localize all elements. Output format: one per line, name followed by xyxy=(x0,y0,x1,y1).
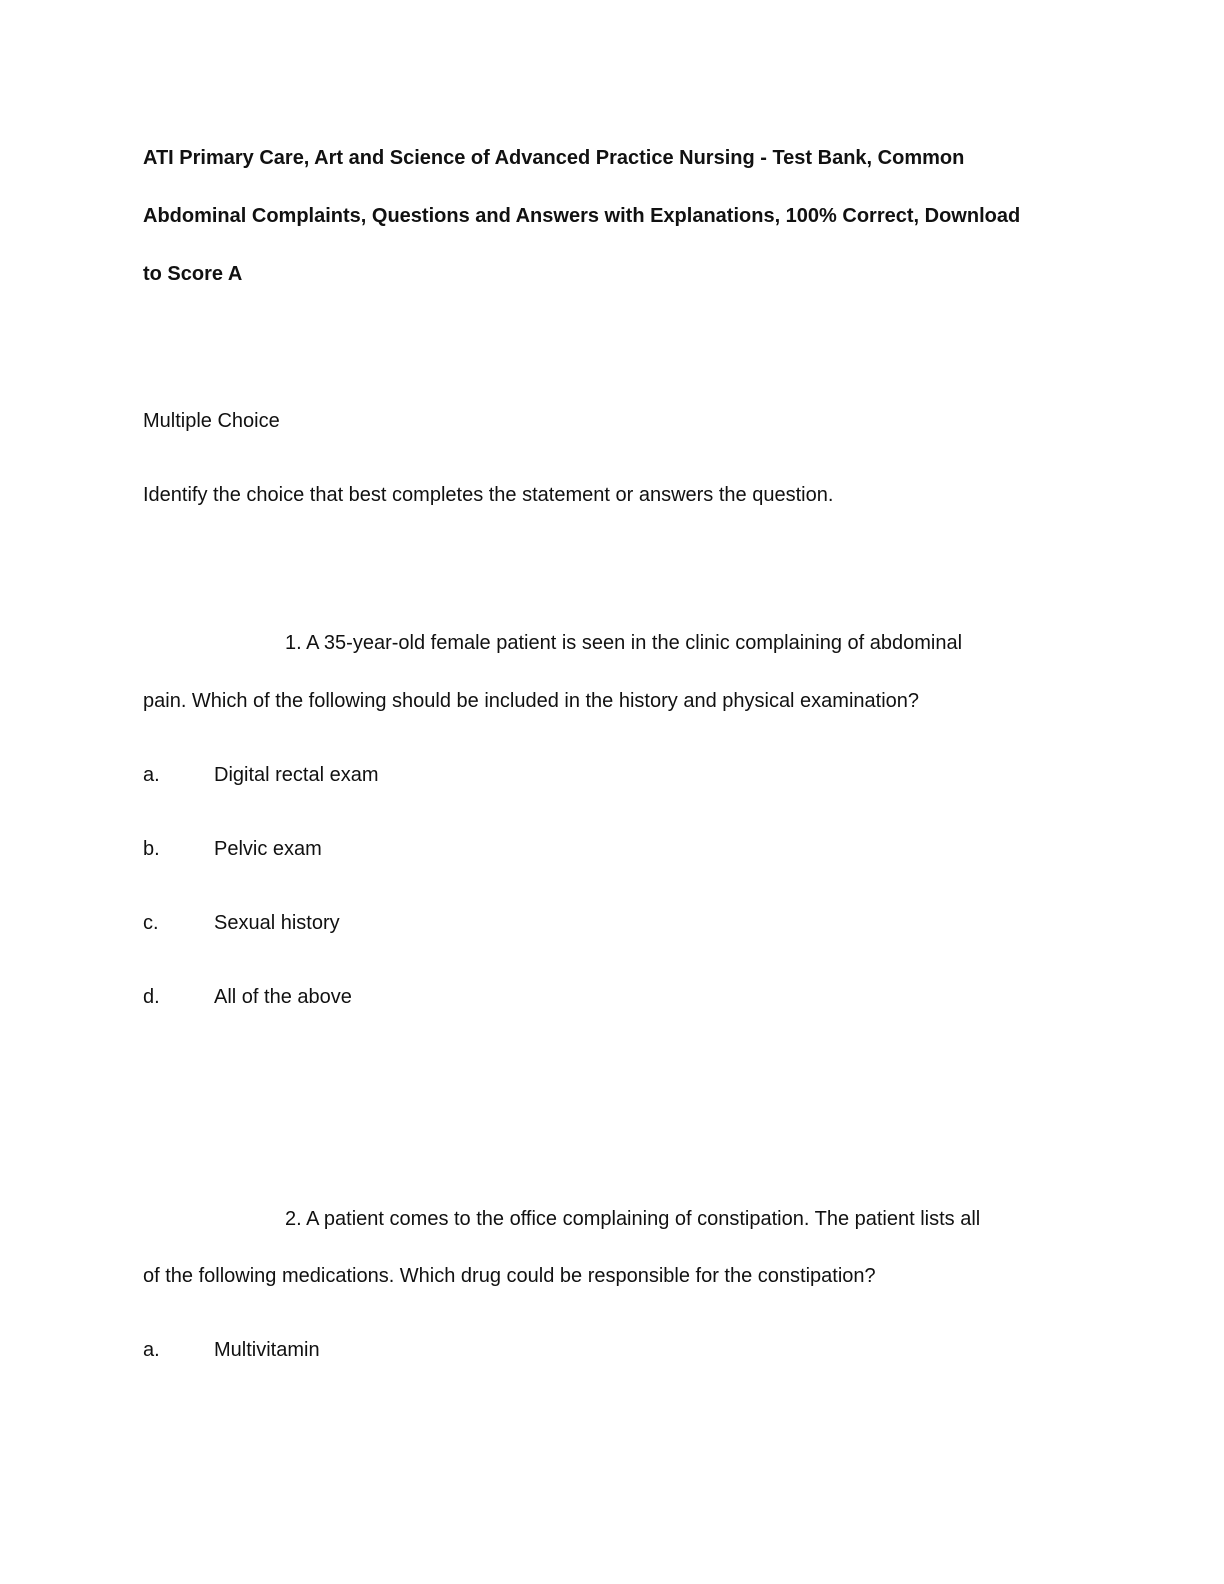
question-1-text-line-2: pain. Which of the following should be included in the history and physical examination? xyxy=(143,690,920,712)
option-letter: a. xyxy=(143,764,160,786)
question-2-text-line-2: of the following medications. Which drug could be responsible for the constipation? xyxy=(143,1265,876,1287)
document-title-line-1: ATI Primary Care, Art and Science of Advanced Practice Nursing - Test Bank, Common xyxy=(143,147,965,169)
option-letter: b. xyxy=(143,838,160,860)
option-text: All of the above xyxy=(214,986,352,1008)
option-text: Sexual history xyxy=(214,912,340,934)
option-letter: a. xyxy=(143,1339,160,1361)
question-2-text-line-1: 2. A patient comes to the office complaining of constipation. The patient lists all xyxy=(285,1208,981,1230)
instructions: Identify the choice that best completes the statement or answers the question. xyxy=(143,484,834,506)
section-heading: Multiple Choice xyxy=(143,410,280,432)
option-text: Digital rectal exam xyxy=(214,764,379,786)
option-letter: d. xyxy=(143,986,160,1008)
option-text: Pelvic exam xyxy=(214,838,322,860)
option-letter: c. xyxy=(143,912,159,934)
question-1-text-line-1: 1. A 35-year-old female patient is seen in the clinic complaining of abdominal xyxy=(285,632,963,654)
option-text: Multivitamin xyxy=(214,1339,320,1361)
document-title-line-2: Abdominal Complaints, Questions and Answers with Explanations, 100% Correct, Download xyxy=(143,205,1021,227)
document-title-line-3: to Score A xyxy=(143,263,243,285)
